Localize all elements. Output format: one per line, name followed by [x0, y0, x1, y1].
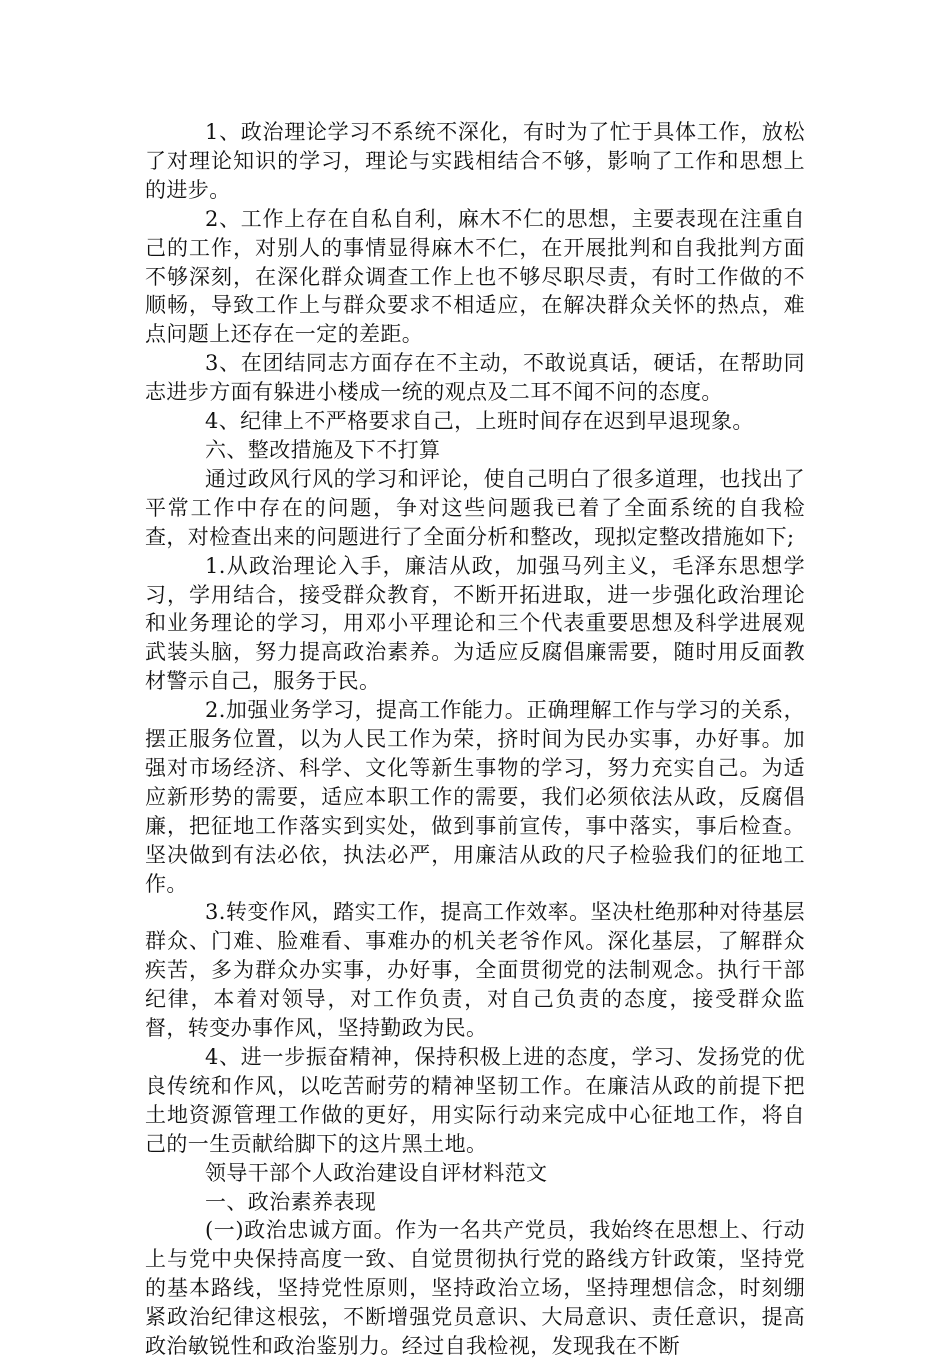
paragraph-issue-2: 2、工作上存在自私自利，麻木不仁的思想，主要表现在注重自己的工作，对别人的事情显得麻木不仁，在开展批判和自我批判方面不够深刻，在深化群众调查工作上也不够尽职尽责，有时工作做的不顺畅，导致工作上与群众要求不相适应，在解决群众关怀的热点，难点问题上还存在一定的差距。 [145, 206, 805, 347]
document-page [145, 118, 805, 1361]
paragraph-measure-3: 3.转变作风，踏实工作，提高工作效率。坚决杜绝那种对待基层群众、门难、脸难看、事难办的机关老爷作风。深化基层，了解群众疾苦，多为群众办实事，办好事，全面贯彻党的法制观念。执行干部纪律，本着对领导，对工作负责，对自己负责的态度，接受群众监督，转变办事作风，坚持勤政为民。 [145, 900, 805, 1041]
section-heading-rectification: 六、整改措施及下不打算 [205, 437, 441, 462]
section-heading-political-quality: 一、政治素养表现 [205, 1189, 377, 1214]
paragraph-issue-4: 4、纪律上不严格要求自己，上班时间存在迟到早退现象。 [205, 409, 754, 434]
paragraph-measure-2: 2.加强业务学习，提高工作能力。正确理解工作与学习的关系，摆正服务位置，以为人民工作为荣，挤时间为民办实事，办好事。加强对市场经济、科学、文化等新生事物的学习，努力充实自己。为适应新形势的需要，适应本职工作的需要，我们必须依法从政，反腐倡廉，把征地工作落实到实处，做到事前宣传，事中落实，事后检查。坚决做到有法必依，执法必严，用廉洁从政的尺子检验我们的征地工作。 [145, 698, 805, 896]
paragraph-issue-1: 1、政治理论学习不系统不深化，有时为了忙于具体工作，放松了对理论知识的学习，理论与实践相结合不够，影响了工作和思想上的进步。 [145, 120, 805, 202]
paragraph-measure-1: 1.从政治理论入手，廉洁从政，加强马列主义，毛泽东思想学习，学用结合，接受群众教育，不断开拓进取，进一步强化政治理论和业务理论的学习，用邓小平理论和三个代表重要思想及科学进展观武装头脑，努力提高政治素养。为适应反腐倡廉需要，随时用反面教材警示自己，服务于民。 [145, 553, 805, 694]
paragraph-rectification-intro: 通过政风行风的学习和评论，使自己明白了很多道理，也找出了平常工作中存在的问题，争对这些问题我已着了全面系统的自我检查，对检查出来的问题进行了全面分析和整改，现拟定整改措施如下; [145, 466, 805, 549]
paragraph-political-loyalty: (一)政治忠诚方面。作为一名共产党员，我始终在思想上、行动上与党中央保持高度一致、自觉贯彻执行党的路线方针政策，坚持党的基本路线，坚持党性原则，坚持政治立场，坚持理想信念，时刻绷紧政治纪律这根弦，不断增强党员意识、大局意识、责任意识，提高政治敏锐性和政治鉴别力。经过自我检视，发现我在不断 [145, 1218, 805, 1359]
document-subtitle: 领导干部个人政治建设自评材料范文 [205, 1160, 548, 1185]
paragraph-measure-4: 4、进一步振奋精神，保持积极上进的态度，学习、发扬党的优良传统和作风，以吃苦耐劳的精神坚韧工作。在廉洁从政的前提下把土地资源管理工作做的更好，用实际行动来完成中心征地工作，将自己的一生贡献给脚下的这片黑土地。 [145, 1045, 805, 1156]
paragraph-issue-3: 3、在团结同志方面存在不主动，不敢说真话，硬话，在帮助同志进步方面有躲进小楼成一统的观点及二耳不闻不问的态度。 [145, 351, 805, 405]
